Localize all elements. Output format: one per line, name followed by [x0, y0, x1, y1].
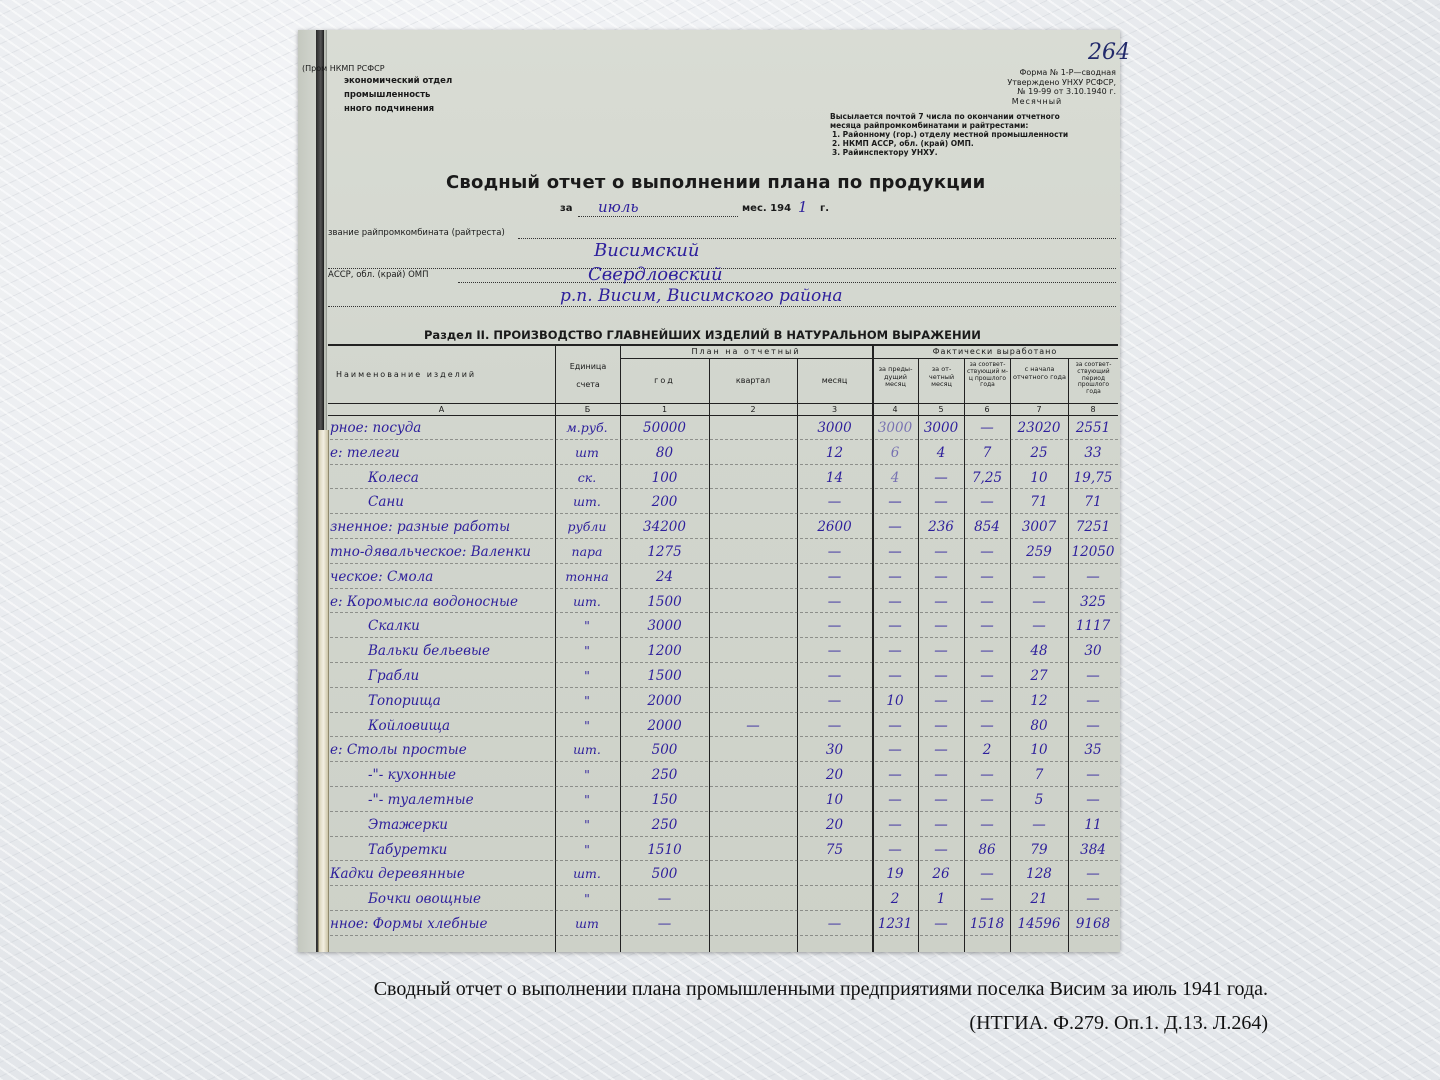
row-unit: ": [584, 692, 590, 708]
caption-line-1: Сводный отчет о выполнении плана промышленными предприятиями поселка Висим за июль 1941 года.: [373, 978, 1268, 1000]
row-unit: ": [584, 816, 590, 832]
row-cell: —: [980, 544, 994, 560]
row-item-name: Бочки овощные: [368, 891, 481, 908]
row-cell: 10: [1030, 742, 1048, 759]
row-cell: 7: [982, 444, 992, 461]
row-item-name: е: телеги: [330, 444, 400, 461]
row-cell: —: [657, 916, 672, 932]
row-cell: —: [980, 568, 994, 585]
row-cell: —: [1086, 717, 1100, 734]
pencil-strip: [318, 430, 329, 952]
col-header-same-month-last-year: за соответ-ствующий м-ц прошлого года: [967, 361, 1008, 389]
archival-document: [298, 30, 1130, 952]
row-cell: 2000: [647, 717, 682, 734]
row-cell: 10: [886, 692, 904, 709]
caption-line-2: (НТГИА. Ф.279. Оп.1. Д.13. Л.264): [969, 1012, 1268, 1034]
row-cell: —: [1086, 866, 1100, 883]
row-item-name: Вальки бельевые: [368, 643, 490, 660]
row-cell: —: [980, 692, 994, 709]
col-header-prev-month: за преды-дущий месяц: [878, 365, 913, 388]
row-item-name: рное: посуда: [330, 420, 422, 436]
row-cell: 14: [825, 469, 844, 486]
col-header-month: месяц: [821, 376, 848, 385]
row-cell: 1500: [647, 668, 682, 684]
row-cell: —: [934, 643, 948, 660]
row-item-name: Этажерки: [368, 816, 448, 833]
row-cell: —: [980, 643, 994, 660]
row-cell: —: [1032, 593, 1046, 610]
row-cell: 20: [825, 767, 844, 784]
row-cell: 19: [886, 866, 904, 883]
row-cell: 1275: [647, 544, 682, 560]
row-cell: —: [1086, 568, 1100, 585]
row-cell: 128: [1026, 866, 1052, 883]
index-3: 3: [831, 405, 838, 414]
row-cell: —: [934, 618, 948, 635]
row-item-name: Кадки деревянные: [330, 866, 465, 883]
row-cell: 5: [1034, 792, 1044, 808]
row-item-name: Койловища: [368, 717, 451, 734]
row-cell: —: [1086, 891, 1100, 908]
row-cell: —: [934, 816, 948, 833]
row-cell: —: [934, 792, 948, 808]
row-cell: 6: [890, 444, 900, 461]
row-cell: —: [980, 593, 994, 610]
row-cell: —: [827, 717, 842, 734]
row-cell: —: [888, 717, 902, 734]
row-cell: 250: [651, 767, 678, 784]
row-cell: 2: [982, 742, 992, 759]
row-unit: ": [584, 841, 590, 857]
row-cell: 10: [1030, 469, 1048, 486]
row-cell: —: [888, 816, 902, 833]
row-cell: 1200: [647, 643, 682, 660]
row-cell: 71: [1030, 494, 1048, 511]
form-info-line: Форма № 1-Р—сводная: [1019, 68, 1116, 77]
row-cell: 14596: [1017, 916, 1061, 932]
row-cell: 3000: [877, 420, 913, 436]
row-cell: 26: [932, 866, 950, 883]
col-header-year: год: [654, 376, 675, 385]
row-cell: —: [934, 717, 948, 734]
row-unit: м.руб.: [566, 420, 608, 435]
row-unit: пара: [571, 544, 603, 559]
row-cell: 7: [1034, 767, 1044, 784]
row-cell: 11: [1084, 816, 1102, 833]
row-cell: 24: [655, 568, 674, 585]
col-header-since-year-start: с начала отчетного года: [1013, 365, 1066, 381]
index-4: 4: [892, 405, 898, 414]
row-cell: 33: [1084, 444, 1102, 461]
group-header-fact: Фактически выработано: [932, 347, 1058, 356]
row-cell: —: [934, 593, 948, 610]
row-cell: 27: [1030, 668, 1048, 684]
col-header-quarter: квартал: [735, 376, 771, 385]
stamp-line-2: экономический отдел: [344, 76, 453, 86]
form-info-line: № 19-99 от 3.10.1940 г.: [1017, 87, 1116, 96]
row-cell: —: [827, 544, 842, 560]
index-5: 5: [938, 405, 944, 414]
row-cell: 3000: [817, 420, 852, 436]
row-cell: —: [888, 841, 902, 858]
row-cell: —: [934, 494, 948, 511]
row-cell: 3000: [647, 618, 682, 635]
row-cell: —: [934, 841, 948, 858]
row-item-name: е: Столы простые: [330, 742, 467, 759]
row-cell: 86: [978, 841, 996, 858]
row-item-name: -"- туалетные: [368, 792, 474, 808]
row-cell: —: [827, 618, 842, 635]
row-cell: —: [980, 494, 994, 511]
row-unit: ": [584, 891, 590, 907]
row-item-name: Скалки: [368, 618, 420, 635]
row-cell: 25: [1030, 444, 1048, 461]
row-cell: 3007: [1021, 519, 1057, 536]
row-unit: ": [584, 618, 590, 634]
row-cell: —: [1032, 816, 1046, 833]
page-number: 264: [1088, 40, 1130, 65]
row-cell: 21: [1030, 891, 1048, 908]
row-unit: тонна: [565, 568, 609, 584]
row-cell: 4: [890, 469, 900, 486]
row-cell: 79: [1030, 841, 1048, 858]
row-cell: 80: [1030, 717, 1048, 734]
stamp-line-1: (Пром НКМП РСФСР: [302, 64, 385, 73]
stamp-line-3: промышленность: [344, 90, 431, 100]
row-cell: —: [888, 593, 902, 610]
row-cell: —: [888, 643, 902, 660]
row-cell: 23020: [1017, 420, 1061, 436]
row-cell: —: [1032, 568, 1046, 585]
row-cell: —: [934, 742, 948, 759]
row-cell: 200: [651, 494, 678, 511]
row-cell: 500: [651, 742, 678, 759]
row-unit: шт: [575, 444, 599, 460]
form-info-line: Утверждено УНХУ РСФСР,: [1007, 77, 1116, 87]
row-cell: —: [980, 866, 994, 883]
index-b: Б: [584, 405, 591, 414]
row-cell: 19,75: [1073, 469, 1113, 486]
row-cell: 1117: [1075, 618, 1111, 635]
row-cell: 35: [1084, 742, 1102, 759]
dispatch-line: 1. Районному (гор.) отделу местной промышленности: [832, 130, 1069, 139]
field-label-region: АССР, обл. (край) ОМП: [328, 270, 429, 280]
row-item-name: е: Коромысла водоносные: [330, 593, 518, 610]
row-cell: —: [934, 767, 948, 784]
row-cell: 1: [936, 891, 946, 908]
row-cell: 30: [825, 742, 844, 759]
row-cell: 2000: [647, 692, 682, 709]
row-cell: 30: [1084, 643, 1102, 660]
row-cell: —: [888, 742, 902, 759]
dispatch-info: [830, 112, 1068, 157]
row-cell: 1510: [647, 841, 682, 858]
row-cell: —: [980, 420, 994, 436]
row-item-name: зненное: разные работы: [330, 519, 511, 536]
col-header-name: Наименование изделий: [336, 370, 477, 379]
index-7: 7: [1036, 405, 1042, 414]
index-a: А: [438, 405, 445, 414]
row-cell: —: [888, 792, 902, 808]
row-cell: —: [827, 692, 842, 709]
row-cell: 3000: [923, 420, 959, 436]
row-unit: ": [584, 792, 590, 807]
col-header-same-period-last-year: за соответ-ствующий период прошлого года: [1075, 361, 1112, 396]
row-cell: —: [1086, 692, 1100, 709]
row-cell: 12050: [1071, 544, 1115, 560]
field-value-region: Свердловский: [588, 264, 723, 285]
row-unit: ск.: [577, 469, 597, 485]
dispatch-line: 2. НКМП АССР, обл. (край) ОМП.: [832, 139, 974, 148]
row-cell: —: [827, 643, 842, 660]
row-cell: 80: [655, 444, 674, 461]
row-unit: ": [584, 767, 590, 783]
row-cell: —: [1086, 767, 1100, 784]
row-cell: 20: [825, 816, 844, 833]
row-cell: —: [980, 891, 994, 908]
dispatch-line: Высылается почтой 7 числа по окончании отчетного: [830, 112, 1060, 121]
period-mid: мес. 194: [742, 203, 792, 214]
row-cell: —: [980, 717, 994, 734]
row-cell: —: [1032, 618, 1046, 635]
row-cell: —: [934, 568, 948, 585]
row-cell: —: [980, 668, 994, 684]
row-cell: —: [1086, 792, 1100, 808]
period-year-digit: 1: [798, 198, 808, 216]
row-cell: —: [827, 916, 842, 932]
row-cell: 2600: [817, 519, 852, 536]
row-cell: 75: [825, 841, 844, 858]
row-cell: 9168: [1075, 916, 1111, 932]
row-cell: 7,25: [971, 469, 1003, 486]
stamp-line-4: нного подчинения: [344, 104, 435, 114]
row-cell: —: [827, 494, 842, 511]
section-title: Раздел II. ПРОИЗВОДСТВО ГЛАВНЕЙШИХ ИЗДЕЛИЙ В НАТУРАЛЬНОМ ВЫРАЖЕНИИ: [424, 328, 981, 342]
row-unit: рубли: [567, 519, 607, 535]
row-cell: 384: [1080, 841, 1106, 858]
dispatch-line: месяца райпромкомбинатами и райтрестами:: [830, 121, 1029, 130]
row-cell: 1231: [877, 916, 913, 932]
row-cell: 34200: [643, 519, 686, 536]
dispatch-line: 3. Райинспектору УНХУ.: [832, 148, 938, 157]
row-cell: —: [888, 544, 902, 560]
row-unit: ": [584, 643, 590, 659]
field-value-org: Висимский: [594, 240, 700, 261]
row-cell: —: [657, 891, 672, 908]
row-cell: 1500: [647, 593, 682, 610]
row-cell: 236: [928, 519, 954, 536]
row-cell: 48: [1030, 643, 1048, 660]
row-item-name: нное: Формы хлебные: [330, 916, 488, 932]
row-cell: 12: [1030, 692, 1048, 709]
row-cell: —: [827, 593, 842, 610]
row-cell: —: [827, 668, 842, 684]
row-cell: —: [980, 618, 994, 635]
period-prefix: за: [560, 203, 573, 214]
row-cell: —: [888, 519, 902, 536]
index-2: 2: [750, 405, 756, 414]
row-cell: —: [827, 568, 842, 585]
row-unit: шт.: [573, 742, 601, 758]
row-item-name: ческое: Смола: [330, 568, 434, 585]
row-item-name: Колеса: [368, 469, 419, 486]
period-month: июль: [598, 198, 639, 216]
row-item-name: Сани: [368, 494, 404, 511]
row-cell: —: [1086, 668, 1100, 684]
row-cell: —: [934, 668, 948, 684]
col-header-unit: Единица счета: [569, 362, 607, 389]
row-cell: 7251: [1075, 519, 1111, 536]
row-item-name: Топорища: [368, 692, 441, 709]
row-cell: —: [934, 692, 948, 709]
group-header-plan: План на отчетный: [691, 347, 801, 356]
row-cell: —: [934, 916, 948, 932]
row-cell: 259: [1026, 544, 1052, 560]
row-cell: 2: [890, 891, 900, 908]
index-1: 1: [661, 405, 668, 414]
row-cell: —: [888, 494, 902, 511]
row-cell: —: [746, 717, 760, 734]
row-cell: 854: [974, 519, 1000, 536]
row-cell: 500: [651, 866, 678, 883]
row-cell: —: [888, 618, 902, 635]
row-cell: 100: [651, 469, 678, 486]
period-suffix: г.: [820, 203, 830, 214]
row-cell: 71: [1084, 494, 1102, 511]
row-cell: —: [980, 767, 994, 784]
row-item-name: Табуретки: [368, 841, 448, 858]
index-6: 6: [984, 405, 990, 414]
row-cell: 2551: [1075, 420, 1111, 436]
row-cell: —: [980, 792, 994, 808]
row-cell: 12: [825, 444, 844, 461]
row-cell: 1518: [969, 916, 1005, 932]
row-cell: 4: [936, 444, 946, 461]
row-item-name: -"- кухонные: [368, 767, 457, 784]
row-unit: шт: [575, 916, 599, 931]
row-cell: —: [888, 568, 902, 585]
index-8: 8: [1090, 405, 1096, 414]
form-info: [958, 68, 1116, 106]
row-unit: шт.: [573, 866, 601, 882]
row-cell: 150: [651, 792, 678, 808]
row-unit: ": [584, 717, 590, 733]
row-cell: —: [934, 469, 948, 486]
row-cell: —: [934, 544, 948, 560]
row-unit: шт.: [573, 593, 601, 609]
row-cell: —: [888, 668, 902, 684]
row-cell: 10: [825, 792, 844, 808]
form-info-line: Месячный: [1011, 96, 1063, 106]
row-item-name: Грабли: [368, 668, 420, 684]
report-title: Сводный отчет о выполнении плана по продукции: [446, 172, 986, 193]
field-label-org: звание райпромкомбината (райтреста): [328, 228, 505, 238]
col-header-report-month: за от-четный месяц: [928, 365, 955, 388]
row-cell: 50000: [643, 420, 686, 436]
row-unit: ": [584, 668, 590, 683]
row-cell: 250: [651, 816, 678, 833]
row-item-name: тно-дявальческое: Валенки: [330, 544, 531, 560]
field-value-address: р.п. Висим, Висимского района: [560, 286, 843, 306]
row-cell: —: [888, 767, 902, 784]
row-cell: 325: [1080, 593, 1106, 610]
row-cell: —: [980, 816, 994, 833]
row-unit: шт.: [573, 494, 601, 510]
